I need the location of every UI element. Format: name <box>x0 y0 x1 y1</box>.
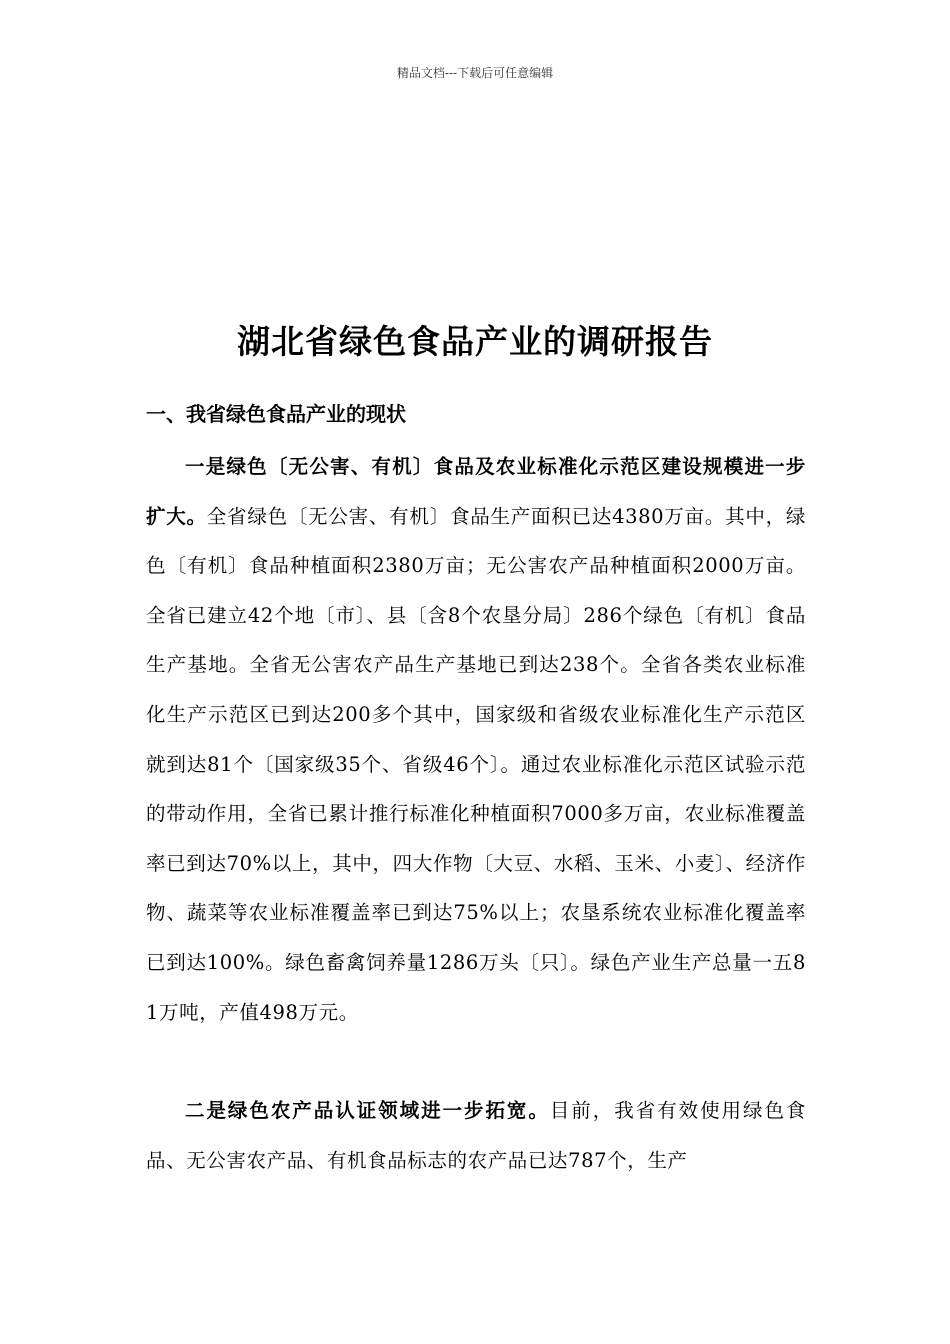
paragraph-1-body: 全省绿色〔无公害、有机〕食品生产面积已达4380万亩。其中，绿色〔有机〕食品种植面积2380万亩；无公害农产品种植面积2000万亩。全省已建立42个地〔市〕、县〔含8个农垦分局〕286个绿色〔有机〕食品生产基地。全省无公害农产品生产基地已到达238个。全省各类农业标准化生产示范区已到达200多个其中，国家级和省级农业标准化生产示范区就到达81个〔国家级35个、省级46个〕。通过农业标准化示范区试验示范的带动作用，全省已累计推行标准化种植面积7000多万亩，农业标准覆盖率已到达70%以上，其中，四大作物〔大豆、水稻、玉米、小麦〕、经济作物、蔬菜等农业标准覆盖率已到达75%以上；农垦系统农业标准化覆盖率已到达100%。绿色畜禽饲养量1286万头〔只〕。绿色产业生产总量一五81万吨，产值498万元。 <box>146 504 806 1024</box>
paragraph-2-lead: 二是绿色农产品认证领域进一步拓宽。 <box>185 1099 550 1122</box>
paragraph-2 <box>146 1086 806 1185</box>
document-title: 湖北省绿色食品产业的调研报告 <box>237 322 713 361</box>
paragraph-1 <box>146 442 806 1037</box>
header-note: 精品文档---下载后可任意编辑 <box>396 66 554 80</box>
paragraph-2-body: 目前，我省有效使用绿色食品、无公害农产品、有机食品标志的农产品已达787个，生产 <box>146 1099 807 1172</box>
section-heading: 一、我省绿色食品产业的现状 <box>146 402 406 426</box>
paragraph-1-lead: 一是绿色〔无公害、有机〕食品及农业标准化示范区建设规模进一步扩大。 <box>146 455 806 528</box>
